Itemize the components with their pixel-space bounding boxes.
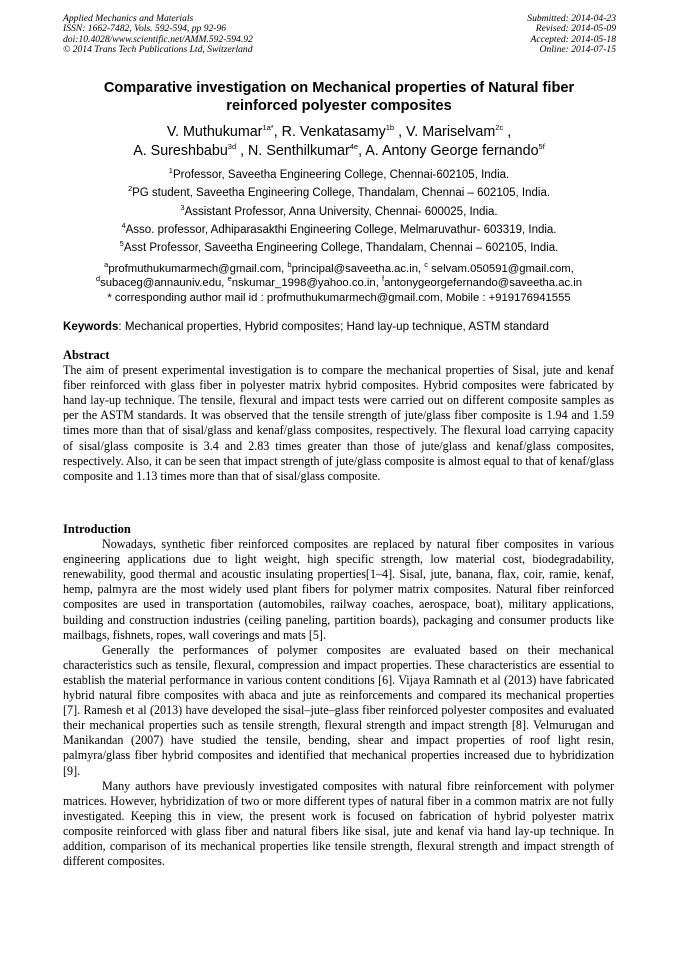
abstract-text: The aim of present experimental investigation is to compare the mechanical properties of Sisal, jute and kenaf fiber reinforced with glass fiber in polyester matrix hybrid composites. Hybrid composites were fabricated by hand lay-up technique. The tensile, flexural and impact tests were carried out on different composite samples as per the ASTM standards. It was observed that the tensile strength of jute/glass fiber composite is 1.94 and 1.59 times more than that of sisal/glass and kenaf/glass composites, respectively. The flexural load carrying capacity of sisal/glass composite is 3.4 and 2.83 times greater than those of jute/glass and kenaf/glass composites, respectively. Also, it can be seen that impact strength of jute/glass composite is almost equal to that of kenaf/glass composite and 1.13 times more than that of sisal/glass composite. [63,363,614,483]
author-name: N. Senthilkumar [248,143,350,159]
author-marker: 1b [385,123,395,133]
affiliation [63,203,615,221]
author-name: A. Antony George fernando [365,143,539,159]
affiliation-text: Professor, Saveetha Engineering College, Chennai-602105, India. [172,169,510,181]
email-marker: c [424,260,429,270]
email-marker: e [227,274,232,284]
author-list [63,123,615,161]
author-marker: 2c [495,123,504,133]
paragraph: Generally the performances of polymer composites are evaluated based on their mechanical characteristics such as tensile, flexural, compression and impact properties. These characteristics are essential to establish the material performance in various content conditions [6]. Vijaya Ramnath et al (2013) have fabricated hybrid natural fibre composites with abaca and jute as reinforcements and compared its mechanical properties [7]. Ramesh et al (2013) have developed the sisal–jute–glass fiber reinforced polyester composites and evaluated their mechanical properties such as tensile strength, flexural strength and impact strength [8]. Velmurugan and Manikandan (2007) have studied the tensile, bending, shear and impact properties of roof light resin, palmyra/glass fiber hybrid composites and identified that mechanical properties increased due to hybridization [9]. [63,642,614,778]
paper-title [63,79,615,115]
journal-copyright: © 2014 Trans Tech Publications Ltd, Switzerland [63,44,253,56]
affiliation-text: Asst Professor, Saveetha Engineering College, Thandalam, Chennai – 602105, India. [123,242,559,255]
date-accepted: Accepted: 2014-05-18 [530,33,616,45]
paragraph: Nowadays, synthetic fiber reinforced composites are replaced by natural fiber composites in various engineering applications due to light weight, high specific strength, low material cost, biodegradability, renewability, good thermal and acoustic insulating properties[1–4]. Sisal, jute, banana, flax, coir, ramie, kenaf, hemp, palmyra are the most widely used plant fibers for polymer matrix composites. Natural fiber reinforced composites are used in transportation (automobiles, railway coaches, aerospace, boat), military applications, building and construction industries (ceiling paneling, partition boards), packaging and consumer products like mailbags, fishnets, ropes, wall coverings and mats [5]. [63,537,614,642]
affiliation [63,184,615,202]
email-address: profmuthukumarmech@gmail.com, [108,263,288,275]
affiliation-list [63,166,615,257]
author-separator: , [503,124,512,140]
author-line [63,142,615,161]
author-name: V. Muthukumar [166,124,263,140]
author-name: A. Sureshbabu [133,143,228,159]
affiliation [63,239,615,257]
email-address: selvam.050591@gmail.com, [428,263,574,275]
email-address: subaceg@annauniv.edu, [100,277,228,290]
author-marker: 1a* [262,123,274,133]
email-address: antonygeorgefernando@saveetha.ac.in [384,277,583,290]
email-marker: a [104,260,109,270]
author-line [63,123,615,142]
affiliation-text: Asso. professor, Adhiparasakthi Engineering College, Melmaruvathur- 603319, India. [125,223,557,236]
affiliation-text: PG student, Saveetha Engineering College, Thandalam, Chennai – 602105, India. [132,187,551,200]
affiliation-marker: 3 [180,202,185,212]
introduction-section [63,522,614,869]
corresponding-author: * corresponding author mail id : profmuthukumarmech@gmail.com, Mobile : +919176941555 [107,291,571,304]
abstract-section [63,348,614,484]
affiliation [63,166,615,184]
journal-doi: doi:10.4028/www.scientific.net/AMM.592-594.92 [63,33,253,45]
author-name: R. Venkatasamy [281,124,386,140]
keywords [63,320,623,334]
paper-title-line: reinforced polyester composites [226,98,452,114]
author-marker: 4e [349,142,359,152]
email-line [55,262,623,276]
keywords-text: : Mechanical properties, Hybrid composites; Hand lay-up technique, ASTM standard [118,320,549,333]
affiliation-marker: 4 [121,221,126,231]
affiliation-marker: 2 [127,184,133,194]
keywords-label: Keywords [63,320,119,333]
email-marker: b [287,260,292,270]
email-marker: f [381,274,385,284]
publication-dates [527,14,616,56]
date-online: Online: 2014-07-15 [539,44,616,56]
author-marker: 5f [538,142,545,152]
email-address: nskumar_1998@yahoo.co.in, [231,277,382,290]
paper-title-line: Comparative investigation on Mechanical properties of Natural fiber [103,80,575,96]
email-address: principal@saveetha.ac.in, [291,263,425,275]
date-submitted: Submitted: 2014-04-23 [527,13,616,24]
journal-issn: ISSN: 1662-7482, Vols. 592-594, pp 92-96 [63,23,227,35]
author-separator: , [236,143,249,159]
journal-name: Applied Mechanics and Materials [63,13,194,24]
author-marker: 3d [227,142,237,152]
email-line [55,276,623,290]
introduction-heading: Introduction [63,522,131,536]
paragraph: Many authors have previously investigated composites with natural fibre reinforcement with polymer matrices. However, hybridization of two or more different types of natural fiber in a common matrix are not fully investigated. Keeping this in view, the present work is focused on fabrication of hybrid polyester matrix composite reinforced with glass fiber and natural fibers like sisal, jute and kenaf via hand lay-up technique. In addition, comparison of its mechanical properties like tensile strength, flexural strength and impact strength of different composites. [63,778,614,869]
author-separator: , [273,124,282,140]
affiliation-marker: 1 [168,166,173,176]
author-name: V. Mariselvam [406,124,496,140]
email-marker: d [95,274,101,284]
date-revised: Revised: 2014-05-09 [535,23,616,35]
journal-info [63,14,253,56]
author-separator: , [358,143,366,159]
author-separator: , [394,124,407,140]
email-list [55,262,623,305]
affiliation [63,221,615,239]
affiliation-text: Assistant Professor, Anna University, Chennai- 600025, India. [184,205,498,218]
affiliation-marker: 5 [119,239,124,249]
abstract-heading: Abstract [63,348,110,362]
